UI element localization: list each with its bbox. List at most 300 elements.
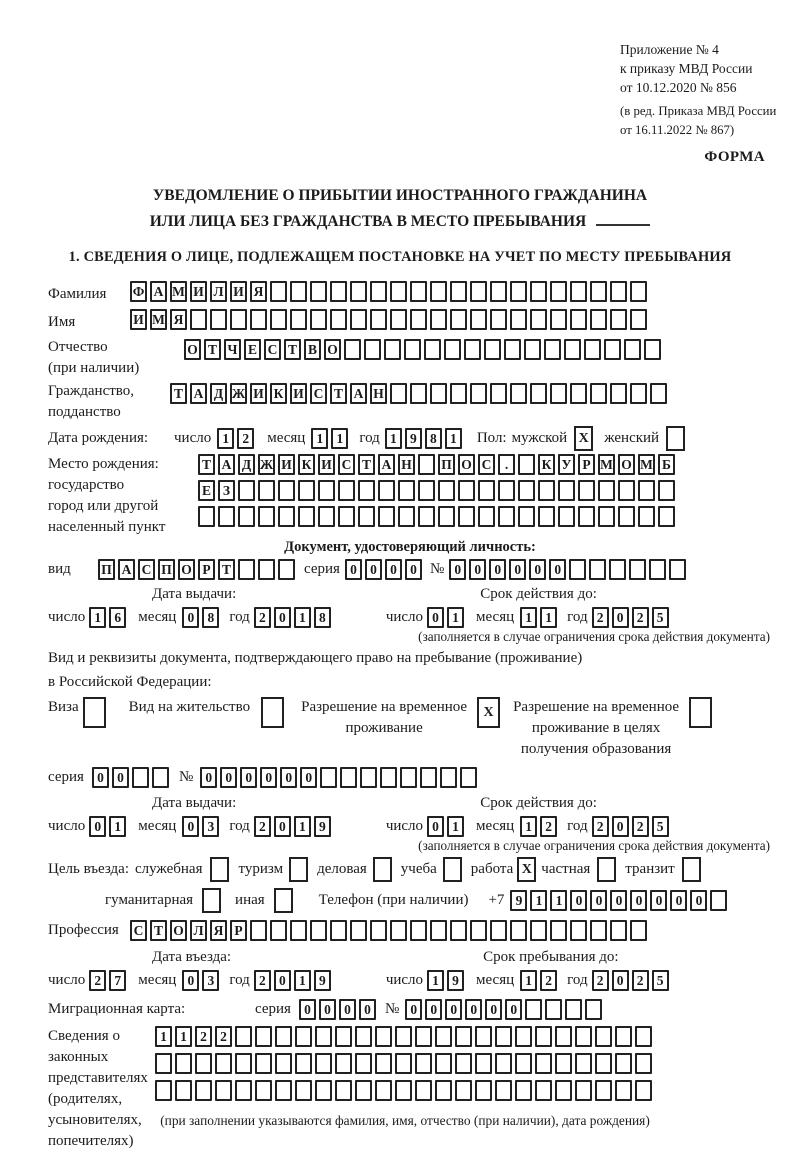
- char-box[interactable]: [398, 506, 415, 527]
- char-box[interactable]: [270, 920, 287, 941]
- char-box[interactable]: [609, 559, 626, 580]
- char-box[interactable]: Д: [210, 383, 227, 404]
- char-box[interactable]: [440, 767, 457, 788]
- char-box[interactable]: [290, 920, 307, 941]
- char-box[interactable]: [418, 480, 435, 501]
- char-box[interactable]: [650, 383, 667, 404]
- birth-month-input[interactable]: [311, 428, 351, 449]
- permit-issue-year-input[interactable]: [254, 816, 334, 837]
- char-box[interactable]: [575, 1053, 592, 1074]
- char-box[interactable]: [555, 1080, 572, 1101]
- char-box[interactable]: [278, 480, 295, 501]
- citizenship-input[interactable]: [170, 383, 670, 404]
- char-box[interactable]: 0: [300, 767, 317, 788]
- char-box[interactable]: Ж: [230, 383, 247, 404]
- char-box[interactable]: [360, 767, 377, 788]
- char-box[interactable]: 2: [632, 607, 649, 628]
- char-box[interactable]: [644, 339, 661, 360]
- char-box[interactable]: [230, 309, 247, 330]
- char-box[interactable]: [610, 920, 627, 941]
- char-box[interactable]: 1: [520, 607, 537, 628]
- male-checkbox[interactable]: X: [574, 426, 593, 451]
- char-box[interactable]: [450, 309, 467, 330]
- birthplace-line3-input[interactable]: [198, 506, 678, 527]
- char-box[interactable]: [395, 1026, 412, 1047]
- char-box[interactable]: [615, 1080, 632, 1101]
- char-box[interactable]: 1: [294, 607, 311, 628]
- char-box[interactable]: [380, 767, 397, 788]
- char-box[interactable]: 0: [359, 999, 376, 1020]
- char-box[interactable]: 8: [202, 607, 219, 628]
- char-box[interactable]: 1: [109, 816, 126, 837]
- char-box[interactable]: 0: [240, 767, 257, 788]
- char-box[interactable]: Т: [330, 383, 347, 404]
- char-box[interactable]: М: [598, 454, 615, 475]
- char-box[interactable]: 2: [237, 428, 254, 449]
- char-box[interactable]: [624, 339, 641, 360]
- char-box[interactable]: [238, 506, 255, 527]
- char-box[interactable]: [298, 506, 315, 527]
- char-box[interactable]: [510, 281, 527, 302]
- char-box[interactable]: О: [184, 339, 201, 360]
- char-box[interactable]: 1: [520, 816, 537, 837]
- char-box[interactable]: 2: [254, 970, 271, 991]
- char-box[interactable]: Б: [658, 454, 675, 475]
- char-box[interactable]: [535, 1080, 552, 1101]
- char-box[interactable]: [510, 309, 527, 330]
- char-box[interactable]: [525, 999, 542, 1020]
- char-box[interactable]: [438, 506, 455, 527]
- char-box[interactable]: 1: [530, 890, 547, 911]
- char-box[interactable]: [565, 999, 582, 1020]
- char-box[interactable]: [504, 339, 521, 360]
- char-box[interactable]: 0: [489, 559, 506, 580]
- char-box[interactable]: [575, 1026, 592, 1047]
- char-box[interactable]: [375, 1026, 392, 1047]
- char-box[interactable]: [478, 506, 495, 527]
- id-issue-month-input[interactable]: [182, 607, 222, 628]
- char-box[interactable]: [152, 767, 169, 788]
- char-box[interactable]: 1: [331, 428, 348, 449]
- char-box[interactable]: 1: [447, 607, 464, 628]
- entry-month-input[interactable]: [182, 970, 222, 991]
- visa-checkbox[interactable]: [83, 697, 106, 728]
- char-box[interactable]: К: [298, 454, 315, 475]
- char-box[interactable]: [275, 1053, 292, 1074]
- char-box[interactable]: 0: [612, 970, 629, 991]
- char-box[interactable]: Р: [230, 920, 247, 941]
- permit-series-input[interactable]: [92, 767, 172, 788]
- char-box[interactable]: Т: [170, 383, 187, 404]
- char-box[interactable]: [435, 1080, 452, 1101]
- entry-day-input[interactable]: [89, 970, 129, 991]
- char-box[interactable]: [400, 767, 417, 788]
- char-box[interactable]: [335, 1080, 352, 1101]
- char-box[interactable]: 6: [109, 607, 126, 628]
- char-box[interactable]: [635, 1026, 652, 1047]
- char-box[interactable]: А: [378, 454, 395, 475]
- char-box[interactable]: [235, 1053, 252, 1074]
- char-box[interactable]: 1: [427, 970, 444, 991]
- char-box[interactable]: [295, 1053, 312, 1074]
- char-box[interactable]: 1: [175, 1026, 192, 1047]
- mig-number-input[interactable]: [405, 999, 605, 1020]
- char-box[interactable]: [590, 281, 607, 302]
- char-box[interactable]: [315, 1080, 332, 1101]
- char-box[interactable]: .: [498, 454, 515, 475]
- char-box[interactable]: [270, 309, 287, 330]
- char-box[interactable]: 0: [274, 607, 291, 628]
- id-type-input[interactable]: [98, 559, 298, 580]
- char-box[interactable]: У: [558, 454, 575, 475]
- char-box[interactable]: 2: [254, 607, 271, 628]
- char-box[interactable]: [215, 1053, 232, 1074]
- profession-input[interactable]: [130, 920, 650, 941]
- id-expiry-year-input[interactable]: [592, 607, 672, 628]
- patronymic-input[interactable]: [184, 339, 664, 360]
- char-box[interactable]: 0: [650, 890, 667, 911]
- permit-issue-day-input[interactable]: [89, 816, 129, 837]
- char-box[interactable]: [175, 1080, 192, 1101]
- char-box[interactable]: [235, 1080, 252, 1101]
- char-box[interactable]: 0: [445, 999, 462, 1020]
- char-box[interactable]: С: [130, 920, 147, 941]
- char-box[interactable]: 1: [550, 890, 567, 911]
- mig-series-input[interactable]: [299, 999, 379, 1020]
- char-box[interactable]: В: [304, 339, 321, 360]
- female-checkbox[interactable]: [666, 426, 685, 451]
- char-box[interactable]: А: [350, 383, 367, 404]
- char-box[interactable]: 0: [610, 890, 627, 911]
- char-box[interactable]: [340, 767, 357, 788]
- char-box[interactable]: [575, 1080, 592, 1101]
- char-box[interactable]: [330, 281, 347, 302]
- char-box[interactable]: 0: [405, 999, 422, 1020]
- char-box[interactable]: [535, 1026, 552, 1047]
- char-box[interactable]: [538, 506, 555, 527]
- char-box[interactable]: [415, 1053, 432, 1074]
- char-box[interactable]: 0: [529, 559, 546, 580]
- char-box[interactable]: [518, 454, 535, 475]
- char-box[interactable]: [635, 1053, 652, 1074]
- char-box[interactable]: [538, 480, 555, 501]
- char-box[interactable]: А: [118, 559, 135, 580]
- char-box[interactable]: 1: [294, 816, 311, 837]
- char-box[interactable]: [424, 339, 441, 360]
- char-box[interactable]: 0: [612, 607, 629, 628]
- char-box[interactable]: 2: [632, 816, 649, 837]
- char-box[interactable]: [390, 383, 407, 404]
- char-box[interactable]: 5: [652, 816, 669, 837]
- char-box[interactable]: [198, 506, 215, 527]
- char-box[interactable]: [330, 309, 347, 330]
- char-box[interactable]: [398, 480, 415, 501]
- char-box[interactable]: [550, 920, 567, 941]
- char-box[interactable]: 2: [89, 970, 106, 991]
- other-checkbox[interactable]: [274, 888, 293, 913]
- char-box[interactable]: 2: [592, 970, 609, 991]
- char-box[interactable]: [375, 1053, 392, 1074]
- char-box[interactable]: [584, 339, 601, 360]
- char-box[interactable]: [215, 1080, 232, 1101]
- char-box[interactable]: И: [278, 454, 295, 475]
- char-box[interactable]: С: [264, 339, 281, 360]
- char-box[interactable]: [190, 309, 207, 330]
- char-box[interactable]: 0: [345, 559, 362, 580]
- char-box[interactable]: [585, 999, 602, 1020]
- char-box[interactable]: 2: [592, 607, 609, 628]
- char-box[interactable]: [370, 309, 387, 330]
- char-box[interactable]: [630, 309, 647, 330]
- id-expiry-day-input[interactable]: [427, 607, 467, 628]
- char-box[interactable]: [578, 506, 595, 527]
- char-box[interactable]: [350, 309, 367, 330]
- char-box[interactable]: 0: [92, 767, 109, 788]
- char-box[interactable]: [410, 920, 427, 941]
- char-box[interactable]: [410, 383, 427, 404]
- char-box[interactable]: 0: [182, 970, 199, 991]
- char-box[interactable]: [630, 383, 647, 404]
- char-box[interactable]: [598, 506, 615, 527]
- char-box[interactable]: 0: [485, 999, 502, 1020]
- char-box[interactable]: 0: [570, 890, 587, 911]
- char-box[interactable]: К: [538, 454, 555, 475]
- char-box[interactable]: 0: [590, 890, 607, 911]
- char-box[interactable]: [590, 383, 607, 404]
- char-box[interactable]: Я: [250, 281, 267, 302]
- char-box[interactable]: И: [130, 309, 147, 330]
- char-box[interactable]: [275, 1026, 292, 1047]
- char-box[interactable]: 1: [445, 428, 462, 449]
- char-box[interactable]: Л: [210, 281, 227, 302]
- char-box[interactable]: 0: [299, 999, 316, 1020]
- char-box[interactable]: [544, 339, 561, 360]
- char-box[interactable]: [415, 1026, 432, 1047]
- char-box[interactable]: [375, 1080, 392, 1101]
- char-box[interactable]: И: [250, 383, 267, 404]
- char-box[interactable]: [378, 506, 395, 527]
- char-box[interactable]: Т: [284, 339, 301, 360]
- surname-input[interactable]: [130, 281, 650, 302]
- char-box[interactable]: Е: [198, 480, 215, 501]
- char-box[interactable]: [578, 480, 595, 501]
- char-box[interactable]: [610, 309, 627, 330]
- char-box[interactable]: [295, 1026, 312, 1047]
- char-box[interactable]: О: [324, 339, 341, 360]
- id-expiry-month-input[interactable]: [520, 607, 560, 628]
- char-box[interactable]: [635, 1080, 652, 1101]
- char-box[interactable]: [315, 1053, 332, 1074]
- char-box[interactable]: [355, 1026, 372, 1047]
- char-box[interactable]: 0: [365, 559, 382, 580]
- transit-checkbox[interactable]: [682, 857, 701, 882]
- char-box[interactable]: [390, 281, 407, 302]
- char-box[interactable]: [484, 339, 501, 360]
- reps-line3-input[interactable]: [155, 1080, 655, 1101]
- char-box[interactable]: 9: [314, 816, 331, 837]
- char-box[interactable]: [258, 506, 275, 527]
- id-issue-year-input[interactable]: [254, 607, 334, 628]
- char-box[interactable]: О: [178, 559, 195, 580]
- char-box[interactable]: [470, 309, 487, 330]
- char-box[interactable]: [310, 281, 327, 302]
- char-box[interactable]: [629, 559, 646, 580]
- char-box[interactable]: 0: [182, 607, 199, 628]
- study-checkbox[interactable]: [443, 857, 462, 882]
- char-box[interactable]: [610, 383, 627, 404]
- char-box[interactable]: [490, 281, 507, 302]
- permit-number-input[interactable]: [200, 767, 480, 788]
- char-box[interactable]: 2: [592, 816, 609, 837]
- char-box[interactable]: [430, 383, 447, 404]
- char-box[interactable]: Ж: [258, 454, 275, 475]
- char-box[interactable]: [238, 480, 255, 501]
- char-box[interactable]: [550, 383, 567, 404]
- char-box[interactable]: 0: [200, 767, 217, 788]
- id-series-input[interactable]: [345, 559, 425, 580]
- char-box[interactable]: [318, 506, 335, 527]
- char-box[interactable]: Т: [204, 339, 221, 360]
- char-box[interactable]: [404, 339, 421, 360]
- char-box[interactable]: 0: [425, 999, 442, 1020]
- char-box[interactable]: 8: [314, 607, 331, 628]
- char-box[interactable]: П: [438, 454, 455, 475]
- char-box[interactable]: [490, 309, 507, 330]
- entry-year-input[interactable]: [254, 970, 334, 991]
- char-box[interactable]: [295, 1080, 312, 1101]
- char-box[interactable]: [378, 480, 395, 501]
- char-box[interactable]: 2: [540, 816, 557, 837]
- char-box[interactable]: [495, 1080, 512, 1101]
- char-box[interactable]: [132, 767, 149, 788]
- char-box[interactable]: [298, 480, 315, 501]
- char-box[interactable]: Е: [244, 339, 261, 360]
- char-box[interactable]: 0: [427, 816, 444, 837]
- char-box[interactable]: [595, 1053, 612, 1074]
- char-box[interactable]: К: [270, 383, 287, 404]
- char-box[interactable]: [438, 480, 455, 501]
- char-box[interactable]: [395, 1053, 412, 1074]
- char-box[interactable]: Т: [198, 454, 215, 475]
- char-box[interactable]: [498, 480, 515, 501]
- char-box[interactable]: [344, 339, 361, 360]
- char-box[interactable]: [350, 281, 367, 302]
- char-box[interactable]: 1: [385, 428, 402, 449]
- char-box[interactable]: [310, 920, 327, 941]
- id-issue-day-input[interactable]: [89, 607, 129, 628]
- char-box[interactable]: А: [218, 454, 235, 475]
- char-box[interactable]: [370, 281, 387, 302]
- char-box[interactable]: 0: [339, 999, 356, 1020]
- char-box[interactable]: 0: [630, 890, 647, 911]
- char-box[interactable]: А: [150, 281, 167, 302]
- char-box[interactable]: [595, 1080, 612, 1101]
- char-box[interactable]: [350, 920, 367, 941]
- char-box[interactable]: [290, 309, 307, 330]
- char-box[interactable]: [638, 480, 655, 501]
- char-box[interactable]: [218, 506, 235, 527]
- char-box[interactable]: [530, 281, 547, 302]
- char-box[interactable]: 1: [89, 607, 106, 628]
- char-box[interactable]: [355, 1080, 372, 1101]
- char-box[interactable]: [435, 1026, 452, 1047]
- char-box[interactable]: [370, 920, 387, 941]
- char-box[interactable]: [315, 1026, 332, 1047]
- char-box[interactable]: 0: [690, 890, 707, 911]
- char-box[interactable]: [545, 999, 562, 1020]
- char-box[interactable]: 1: [540, 607, 557, 628]
- char-box[interactable]: [275, 1080, 292, 1101]
- char-box[interactable]: [570, 309, 587, 330]
- char-box[interactable]: П: [98, 559, 115, 580]
- char-box[interactable]: М: [150, 309, 167, 330]
- char-box[interactable]: [250, 920, 267, 941]
- char-box[interactable]: [390, 920, 407, 941]
- char-box[interactable]: [478, 480, 495, 501]
- permit-expiry-year-input[interactable]: [592, 816, 672, 837]
- char-box[interactable]: 0: [670, 890, 687, 911]
- char-box[interactable]: [195, 1080, 212, 1101]
- char-box[interactable]: [518, 506, 535, 527]
- char-box[interactable]: [604, 339, 621, 360]
- char-box[interactable]: С: [478, 454, 495, 475]
- char-box[interactable]: И: [290, 383, 307, 404]
- char-box[interactable]: [570, 281, 587, 302]
- char-box[interactable]: [338, 480, 355, 501]
- char-box[interactable]: [615, 1026, 632, 1047]
- char-box[interactable]: 0: [89, 816, 106, 837]
- char-box[interactable]: 2: [254, 816, 271, 837]
- char-box[interactable]: Т: [150, 920, 167, 941]
- char-box[interactable]: [355, 1053, 372, 1074]
- char-box[interactable]: 0: [449, 559, 466, 580]
- char-box[interactable]: [435, 1053, 452, 1074]
- char-box[interactable]: [518, 480, 535, 501]
- char-box[interactable]: [618, 480, 635, 501]
- char-box[interactable]: [278, 506, 295, 527]
- char-box[interactable]: 0: [505, 999, 522, 1020]
- char-box[interactable]: 0: [469, 559, 486, 580]
- char-box[interactable]: А: [190, 383, 207, 404]
- char-box[interactable]: [470, 920, 487, 941]
- char-box[interactable]: 0: [405, 559, 422, 580]
- char-box[interactable]: Т: [218, 559, 235, 580]
- char-box[interactable]: [475, 1053, 492, 1074]
- char-box[interactable]: [510, 920, 527, 941]
- char-box[interactable]: [455, 1026, 472, 1047]
- char-box[interactable]: 0: [385, 559, 402, 580]
- char-box[interactable]: П: [158, 559, 175, 580]
- char-box[interactable]: [470, 281, 487, 302]
- char-box[interactable]: Л: [190, 920, 207, 941]
- char-box[interactable]: [418, 506, 435, 527]
- char-box[interactable]: [649, 559, 666, 580]
- char-box[interactable]: Д: [238, 454, 255, 475]
- char-box[interactable]: [475, 1080, 492, 1101]
- char-box[interactable]: [515, 1053, 532, 1074]
- char-box[interactable]: 9: [447, 970, 464, 991]
- char-box[interactable]: [550, 281, 567, 302]
- char-box[interactable]: Н: [398, 454, 415, 475]
- char-box[interactable]: [270, 281, 287, 302]
- char-box[interactable]: [155, 1053, 172, 1074]
- char-box[interactable]: [455, 1080, 472, 1101]
- char-box[interactable]: 1: [155, 1026, 172, 1047]
- official-checkbox[interactable]: [210, 857, 229, 882]
- char-box[interactable]: [458, 506, 475, 527]
- char-box[interactable]: С: [310, 383, 327, 404]
- char-box[interactable]: [358, 480, 375, 501]
